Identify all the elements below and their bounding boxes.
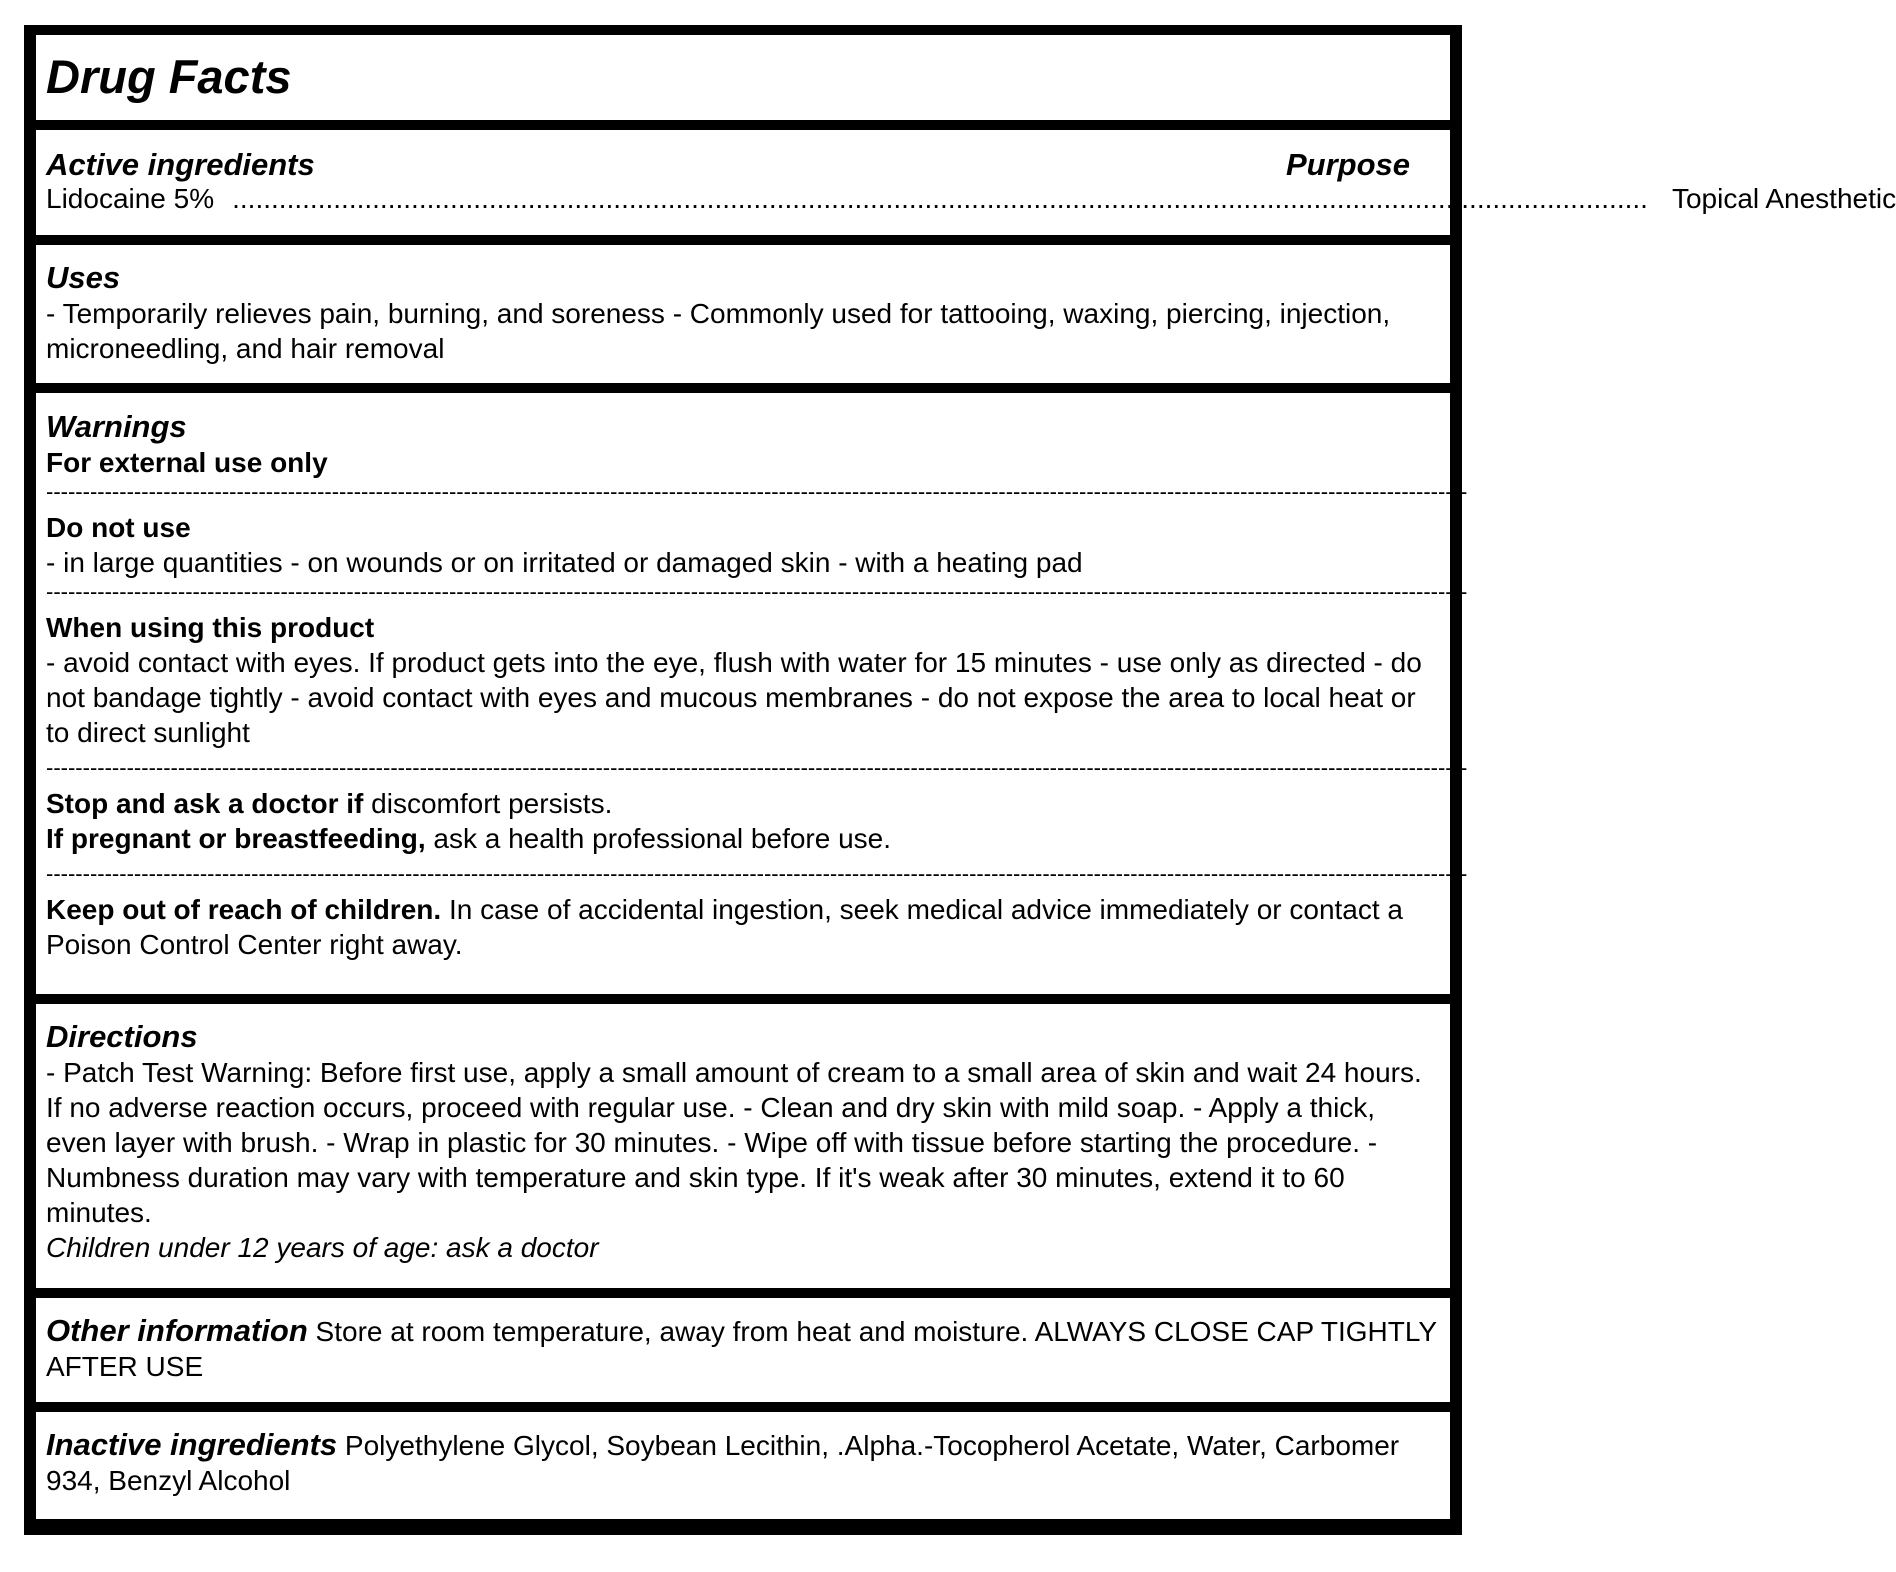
directions-text: - Patch Test Warning: Before first use, apply a small amount of cream to a small area of skin and wait 24 hours. If no adverse reaction occurs, proceed with regular use. - Clean and dry skin with mild soap. - Apply a thick, even layer with brush. - Wrap in plastic for 30 minutes. - Wipe off with tissue before starting the procedure. - Numbness duration may vary with temperature and skin type. If it's weak after 30 minutes, extend it to 60 minutes.: [46, 1057, 1422, 1228]
directions-heading: Directions: [46, 1019, 198, 1054]
warnings-heading: Warnings: [46, 409, 187, 444]
stop-ask-doctor: [46, 786, 1440, 821]
uses-text: - Temporarily relieves pain, burning, and soreness - Commonly used for tattooing, waxing, piercing, injection, microneedling, and hair removal: [46, 298, 1391, 364]
warnings-section: [36, 393, 1468, 994]
pregnant-heading: If pregnant or breastfeeding,: [46, 823, 426, 854]
other-information-text: Store at room temperature, away from heat and moisture. ALWAYS CLOSE CAP TIGHTLY AFTER USE: [46, 1316, 1437, 1382]
other-information-heading: Other information: [46, 1313, 308, 1348]
active-ingredients-heading: Active ingredients: [46, 147, 315, 182]
when-using-text: - avoid contact with eyes. If product gets into the eye, flush with water for 15 minutes - use only as directed - do not bandage tightly - avoid contact with eyes and mucous membranes - do not expose the area to local heat or to direct sunlight: [46, 647, 1422, 748]
other-information-section: [36, 1298, 1450, 1402]
pregnant-text: ask a health professional before use.: [425, 823, 892, 854]
keep-text: In case of accidental ingestion, seek medical advice immediately or contact a Poison Control Center right away.: [46, 894, 1404, 960]
do-not-use-heading: Do not use: [46, 512, 191, 543]
children-directions: Children under 12 years of age: ask a doctor: [46, 1232, 599, 1263]
drug-facts-panel: [24, 25, 1896, 1535]
when-using-heading: When using this product: [46, 612, 375, 643]
inactive-ingredients-text: Polyethylene Glycol, Soybean Lecithin, .Alpha.-Tocopherol Acetate, Water, Carbomer 934, Benzyl Alcohol: [46, 1430, 1400, 1496]
purpose-heading: Purpose: [1285, 147, 1410, 182]
divider: --------------------------------------------------------------------------------------------------------------------------------------------------------------------------------------------------: [46, 579, 1468, 604]
divider: --------------------------------------------------------------------------------------------------------------------------------------------------------------------------------------------------: [46, 479, 1468, 504]
uses-heading: Uses: [46, 260, 121, 295]
title-section: [36, 35, 1450, 120]
inactive-ingredients-section: [36, 1412, 1450, 1519]
ingredient-purpose: Topical Anesthetic: [1671, 183, 1896, 214]
external-use-only: For external use only: [46, 447, 328, 478]
page-title: Drug Facts: [46, 50, 292, 103]
ingredient-name: Lidocaine 5%: [46, 183, 215, 214]
pregnant-warning: [46, 821, 1440, 856]
keep-out-of-reach: [46, 892, 1440, 962]
stop-text: discomfort persists.: [363, 788, 613, 819]
keep-heading: Keep out of reach of children.: [46, 894, 442, 925]
uses-section: [36, 245, 1450, 383]
active-ingredients-section: [36, 130, 1896, 235]
stop-heading: Stop and ask a doctor if: [46, 788, 364, 819]
active-ingredient-row: [46, 183, 1896, 215]
divider: --------------------------------------------------------------------------------------------------------------------------------------------------------------------------------------------------: [46, 755, 1468, 780]
inactive-ingredients: [46, 1427, 1440, 1498]
do-not-use-text: - in large quantities - on wounds or on irritated or damaged skin - with a heating pad: [46, 547, 1083, 578]
directions-section: [36, 1004, 1450, 1288]
divider: --------------------------------------------------------------------------------------------------------------------------------------------------------------------------------------------------: [46, 861, 1468, 886]
inactive-ingredients-heading: Inactive ingredients: [46, 1427, 338, 1462]
other-information: [46, 1313, 1440, 1384]
dot-leader: ......................................................................................................................................................................................: [232, 183, 1648, 214]
